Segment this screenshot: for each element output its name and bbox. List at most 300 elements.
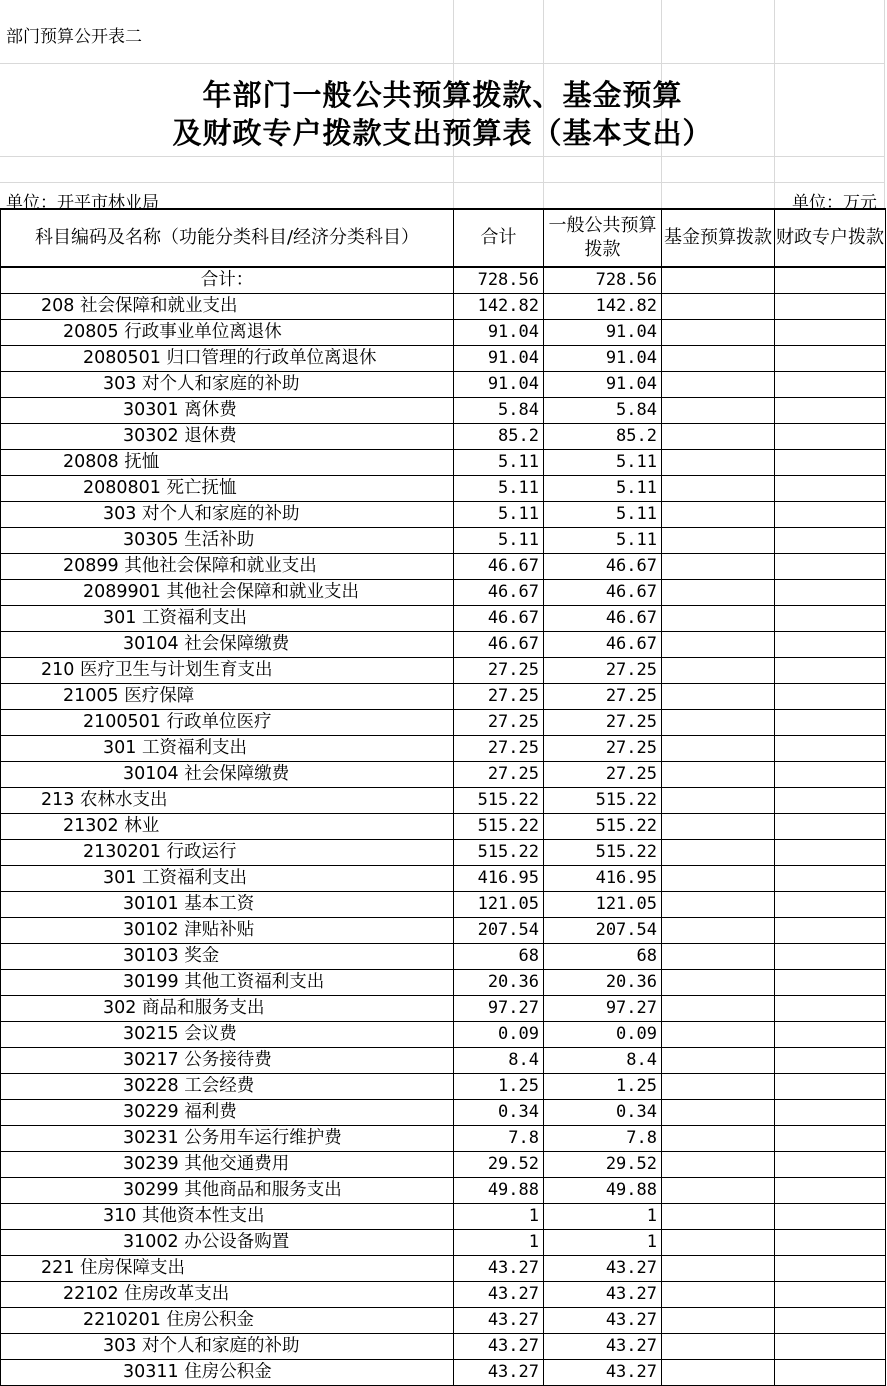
general-cell: 0.34 (544, 1100, 662, 1126)
table-row (1, 762, 886, 788)
fund-cell (662, 398, 775, 424)
subject-code: 30101 (123, 894, 179, 914)
subject-name: 工资福利支出 (141, 868, 247, 888)
total-cell: 91.04 (454, 372, 544, 398)
subject-code: 310 (103, 1206, 137, 1226)
table-row (1, 892, 886, 918)
table-row (1, 840, 886, 866)
header-general: 一般公共预算拨款 (544, 209, 662, 267)
subject-name: 住房公积金 (184, 1362, 272, 1382)
table-row (1, 1256, 886, 1282)
general-cell: 43.27 (544, 1256, 662, 1282)
special-cell (775, 632, 886, 658)
total-cell: 27.25 (454, 762, 544, 788)
general-cell: 27.25 (544, 658, 662, 684)
subject-cell (1, 476, 454, 502)
fund-cell (662, 1282, 775, 1308)
general-cell: 46.67 (544, 554, 662, 580)
fund-cell (662, 294, 775, 320)
total-cell: 20.36 (454, 970, 544, 996)
subject-code: 30228 (123, 1076, 179, 1096)
subject-name: 公务接待费 (184, 1050, 272, 1070)
subject-code: 30104 (123, 634, 179, 654)
subject-code: 301 (103, 608, 137, 628)
subject-cell (1, 892, 454, 918)
total-cell: 0.34 (454, 1100, 544, 1126)
subject-cell (1, 632, 454, 658)
total-cell: 121.05 (454, 892, 544, 918)
table-row (1, 580, 886, 606)
subject-cell (1, 450, 454, 476)
special-cell (775, 814, 886, 840)
special-cell (775, 918, 886, 944)
table-row (1, 970, 886, 996)
total-cell: 7.8 (454, 1126, 544, 1152)
special-cell (775, 372, 886, 398)
total-cell: 27.25 (454, 736, 544, 762)
gridline (0, 63, 885, 64)
special-cell (775, 320, 886, 346)
subject-cell (1, 788, 454, 814)
subject-cell (1, 1022, 454, 1048)
table-row (1, 320, 886, 346)
subject-name: 行政单位医疗 (166, 712, 272, 732)
subject-code: 2100501 (83, 712, 161, 732)
table-row (1, 1100, 886, 1126)
subject-name: 其他资本性支出 (141, 1206, 265, 1226)
subject-name: 商品和服务支出 (141, 998, 265, 1018)
table-row (1, 710, 886, 736)
subject-name: 会议费 (184, 1024, 237, 1044)
subject-cell (1, 580, 454, 606)
general-cell: 27.25 (544, 736, 662, 762)
fund-cell (662, 1178, 775, 1204)
general-cell: 207.54 (544, 918, 662, 944)
subject-code: 22102 (63, 1284, 119, 1304)
table-row (1, 658, 886, 684)
total-fund (662, 267, 775, 294)
special-cell (775, 736, 886, 762)
subject-name: 林业 (124, 816, 160, 836)
general-cell: 27.25 (544, 762, 662, 788)
subject-cell (1, 840, 454, 866)
subject-name: 其他社会保障和就业支出 (124, 556, 317, 576)
general-cell: 91.04 (544, 372, 662, 398)
table-row (1, 528, 886, 554)
table-row (1, 1230, 886, 1256)
subject-code: 2089901 (83, 582, 161, 602)
special-cell (775, 944, 886, 970)
general-cell: 1 (544, 1230, 662, 1256)
subject-cell (1, 1334, 454, 1360)
subject-cell (1, 554, 454, 580)
header-subject: 科目编码及名称（功能分类科目/经济分类科目） (1, 209, 454, 267)
subject-name: 医疗保障 (124, 686, 195, 706)
subject-cell (1, 944, 454, 970)
unit-currency: 单位：万元 (792, 193, 877, 213)
total-cell: 5.11 (454, 476, 544, 502)
special-cell (775, 658, 886, 684)
fund-cell (662, 606, 775, 632)
general-cell: 43.27 (544, 1334, 662, 1360)
total-cell: 1 (454, 1230, 544, 1256)
general-cell: 0.09 (544, 1022, 662, 1048)
total-cell: 1.25 (454, 1074, 544, 1100)
special-cell (775, 398, 886, 424)
subject-name: 行政运行 (166, 842, 237, 862)
sheet-caption: 部门预算公开表二 (6, 27, 142, 47)
table-row (1, 1334, 886, 1360)
fund-cell (662, 320, 775, 346)
subject-name: 生活补助 (184, 530, 255, 550)
special-cell (775, 1048, 886, 1074)
fund-cell (662, 736, 775, 762)
special-cell (775, 476, 886, 502)
subject-name: 住房保障支出 (79, 1258, 185, 1278)
subject-cell (1, 1308, 454, 1334)
subject-code: 20808 (63, 452, 119, 472)
table-row (1, 1204, 886, 1230)
fund-cell (662, 1334, 775, 1360)
general-cell: 5.11 (544, 502, 662, 528)
subject-code: 30305 (123, 530, 179, 550)
fund-cell (662, 788, 775, 814)
subject-code: 30239 (123, 1154, 179, 1174)
subject-cell (1, 1126, 454, 1152)
special-cell (775, 606, 886, 632)
total-row (1, 267, 886, 294)
fund-cell (662, 1230, 775, 1256)
total-cell: 27.25 (454, 684, 544, 710)
fund-cell (662, 1074, 775, 1100)
general-cell: 5.11 (544, 476, 662, 502)
table-row (1, 684, 886, 710)
fund-cell (662, 996, 775, 1022)
table-row (1, 1178, 886, 1204)
subject-code: 31002 (123, 1232, 179, 1252)
general-cell: 5.84 (544, 398, 662, 424)
subject-cell (1, 1152, 454, 1178)
table-row (1, 1126, 886, 1152)
subject-cell (1, 658, 454, 684)
general-cell: 46.67 (544, 606, 662, 632)
fund-cell (662, 632, 775, 658)
special-cell (775, 1334, 886, 1360)
total-cell: 46.67 (454, 606, 544, 632)
subject-cell (1, 1256, 454, 1282)
gridline (0, 156, 885, 157)
subject-cell (1, 320, 454, 346)
subject-name: 公务用车运行维护费 (184, 1128, 342, 1148)
subject-cell (1, 424, 454, 450)
subject-code: 221 (41, 1258, 75, 1278)
general-cell: 29.52 (544, 1152, 662, 1178)
table-row (1, 294, 886, 320)
total-cell: 91.04 (454, 346, 544, 372)
total-label: 合计： (1, 267, 454, 294)
special-cell (775, 528, 886, 554)
total-cell: 515.22 (454, 840, 544, 866)
special-cell (775, 1256, 886, 1282)
title-line-1: 年部门一般公共预算拨款、基金预算 (202, 78, 683, 112)
fund-cell (662, 1308, 775, 1334)
total-cell: 49.88 (454, 1178, 544, 1204)
fund-cell (662, 1048, 775, 1074)
subject-cell (1, 398, 454, 424)
total-cell: 43.27 (454, 1308, 544, 1334)
total-cell: 97.27 (454, 996, 544, 1022)
special-cell (775, 762, 886, 788)
general-cell: 20.36 (544, 970, 662, 996)
subject-cell (1, 684, 454, 710)
fund-cell (662, 814, 775, 840)
subject-code: 30301 (123, 400, 179, 420)
subject-code: 302 (103, 998, 137, 1018)
total-cell: 142.82 (454, 294, 544, 320)
general-cell: 1 (544, 1204, 662, 1230)
subject-cell (1, 1048, 454, 1074)
fund-cell (662, 450, 775, 476)
table-row (1, 866, 886, 892)
total-cell: 91.04 (454, 320, 544, 346)
fund-cell (662, 528, 775, 554)
total-cell: 27.25 (454, 658, 544, 684)
fund-cell (662, 1152, 775, 1178)
budget-table (0, 208, 886, 1386)
special-cell (775, 1100, 886, 1126)
subject-code: 2130201 (83, 842, 161, 862)
subject-code: 21302 (63, 816, 119, 836)
table-row (1, 918, 886, 944)
subject-code: 30199 (123, 972, 179, 992)
general-cell: 7.8 (544, 1126, 662, 1152)
subject-cell (1, 1204, 454, 1230)
subject-cell (1, 996, 454, 1022)
subject-code: 30229 (123, 1102, 179, 1122)
fund-cell (662, 944, 775, 970)
subject-name: 社会保障和就业支出 (79, 296, 238, 316)
subject-code: 21005 (63, 686, 119, 706)
general-cell: 27.25 (544, 684, 662, 710)
subject-cell (1, 528, 454, 554)
fund-cell (662, 502, 775, 528)
table-row (1, 554, 886, 580)
subject-name: 其他社会保障和就业支出 (166, 582, 360, 602)
special-cell (775, 1022, 886, 1048)
fund-cell (662, 762, 775, 788)
total-cell: 85.2 (454, 424, 544, 450)
special-cell (775, 1282, 886, 1308)
total-cell: 46.67 (454, 632, 544, 658)
fund-cell (662, 1126, 775, 1152)
total-cell: 416.95 (454, 866, 544, 892)
table-row (1, 606, 886, 632)
special-cell (775, 1074, 886, 1100)
total-special (775, 267, 886, 294)
subject-name: 抚恤 (124, 452, 160, 472)
total-cell: 5.11 (454, 528, 544, 554)
general-cell: 68 (544, 944, 662, 970)
general-cell: 85.2 (544, 424, 662, 450)
general-cell: 43.27 (544, 1360, 662, 1386)
general-cell: 121.05 (544, 892, 662, 918)
subject-name: 归口管理的行政单位离退休 (166, 348, 377, 368)
subject-name: 工资福利支出 (141, 608, 247, 628)
page-title (0, 76, 885, 152)
subject-code: 30103 (123, 946, 179, 966)
total-cell: 207.54 (454, 918, 544, 944)
subject-name: 医疗卫生与计划生育支出 (79, 660, 273, 680)
title-line-2: 及财政专户拨款支出预算表（基本支出） (172, 116, 713, 150)
fund-cell (662, 684, 775, 710)
subject-name: 住房公积金 (166, 1310, 255, 1330)
general-cell: 27.25 (544, 710, 662, 736)
table-row (1, 1282, 886, 1308)
table-row (1, 1308, 886, 1334)
special-cell (775, 450, 886, 476)
special-cell (775, 1178, 886, 1204)
subject-code: 213 (41, 790, 75, 810)
subject-code: 30302 (123, 426, 179, 446)
special-cell (775, 424, 886, 450)
general-cell: 97.27 (544, 996, 662, 1022)
subject-code: 20805 (63, 322, 119, 342)
subject-cell (1, 1282, 454, 1308)
table-row (1, 398, 886, 424)
special-cell (775, 710, 886, 736)
subject-code: 30217 (123, 1050, 179, 1070)
fund-cell (662, 866, 775, 892)
subject-name: 农林水支出 (79, 790, 168, 810)
special-cell (775, 1308, 886, 1334)
table-row (1, 944, 886, 970)
subject-name: 对个人和家庭的补助 (141, 504, 300, 524)
subject-name: 退休费 (184, 426, 237, 446)
total-cell: 68 (454, 944, 544, 970)
total-cell: 8.4 (454, 1048, 544, 1074)
subject-name: 对个人和家庭的补助 (141, 374, 300, 394)
subject-cell (1, 1100, 454, 1126)
subject-code: 30215 (123, 1024, 179, 1044)
subject-cell (1, 1230, 454, 1256)
fund-cell (662, 892, 775, 918)
total-cell: 515.22 (454, 814, 544, 840)
table-row (1, 788, 886, 814)
table-row (1, 632, 886, 658)
special-cell (775, 1204, 886, 1230)
total-cell: 5.11 (454, 502, 544, 528)
table-header (1, 209, 886, 267)
subject-cell (1, 866, 454, 892)
fund-cell (662, 346, 775, 372)
general-cell: 43.27 (544, 1282, 662, 1308)
general-cell: 515.22 (544, 840, 662, 866)
header-special: 财政专户拨款 (775, 209, 886, 267)
subject-cell (1, 606, 454, 632)
subject-code: 30299 (123, 1180, 179, 1200)
subject-code: 2210201 (83, 1310, 161, 1330)
subject-code: 301 (103, 738, 137, 758)
subject-code: 20899 (63, 556, 119, 576)
subject-name: 社会保障缴费 (184, 634, 290, 654)
total-cell: 5.11 (454, 450, 544, 476)
subject-name: 工资福利支出 (141, 738, 247, 758)
table-row (1, 1074, 886, 1100)
general-cell: 91.04 (544, 346, 662, 372)
subject-cell (1, 918, 454, 944)
general-cell: 46.67 (544, 580, 662, 606)
special-cell (775, 294, 886, 320)
subject-cell (1, 970, 454, 996)
general-cell: 1.25 (544, 1074, 662, 1100)
general-cell: 91.04 (544, 320, 662, 346)
special-cell (775, 996, 886, 1022)
gridline (0, 182, 885, 183)
total-cell: 46.67 (454, 580, 544, 606)
total-cell: 43.27 (454, 1360, 544, 1386)
subject-name: 奖金 (184, 946, 220, 966)
subject-cell (1, 372, 454, 398)
total-cell: 29.52 (454, 1152, 544, 1178)
subject-name: 其他工资福利支出 (184, 972, 325, 992)
general-cell: 8.4 (544, 1048, 662, 1074)
special-cell (775, 788, 886, 814)
table-row (1, 814, 886, 840)
total-cell: 27.25 (454, 710, 544, 736)
subject-name: 基本工资 (184, 894, 255, 914)
general-cell: 5.11 (544, 528, 662, 554)
fund-cell (662, 580, 775, 606)
header-fund: 基金预算拨款 (662, 209, 775, 267)
subject-code: 30311 (123, 1362, 179, 1382)
special-cell (775, 1152, 886, 1178)
total-cell: 46.67 (454, 554, 544, 580)
subject-name: 津贴补贴 (184, 920, 255, 940)
fund-cell (662, 710, 775, 736)
total-cell: 43.27 (454, 1334, 544, 1360)
subject-cell (1, 294, 454, 320)
special-cell (775, 892, 886, 918)
table-row (1, 476, 886, 502)
subject-cell (1, 1074, 454, 1100)
subject-code: 303 (103, 504, 137, 524)
special-cell (775, 346, 886, 372)
unit-department: 单位：开平市林业局 (6, 193, 159, 213)
subject-name: 其他交通费用 (184, 1154, 290, 1174)
subject-name: 福利费 (184, 1102, 237, 1122)
total-cell: 43.27 (454, 1282, 544, 1308)
subject-name: 住房改革支出 (124, 1284, 230, 1304)
special-cell (775, 866, 886, 892)
fund-cell (662, 918, 775, 944)
table-row (1, 372, 886, 398)
general-cell: 515.22 (544, 814, 662, 840)
subject-name: 社会保障缴费 (184, 764, 290, 784)
subject-code: 303 (103, 1336, 137, 1356)
subject-code: 303 (103, 374, 137, 394)
special-cell (775, 502, 886, 528)
total-general: 728.56 (544, 267, 662, 294)
table-row (1, 996, 886, 1022)
special-cell (775, 840, 886, 866)
header-row (1, 209, 886, 267)
general-cell: 43.27 (544, 1308, 662, 1334)
subject-cell (1, 1178, 454, 1204)
special-cell (775, 1126, 886, 1152)
subject-name: 工会经费 (184, 1076, 255, 1096)
general-cell: 5.11 (544, 450, 662, 476)
subject-cell (1, 502, 454, 528)
